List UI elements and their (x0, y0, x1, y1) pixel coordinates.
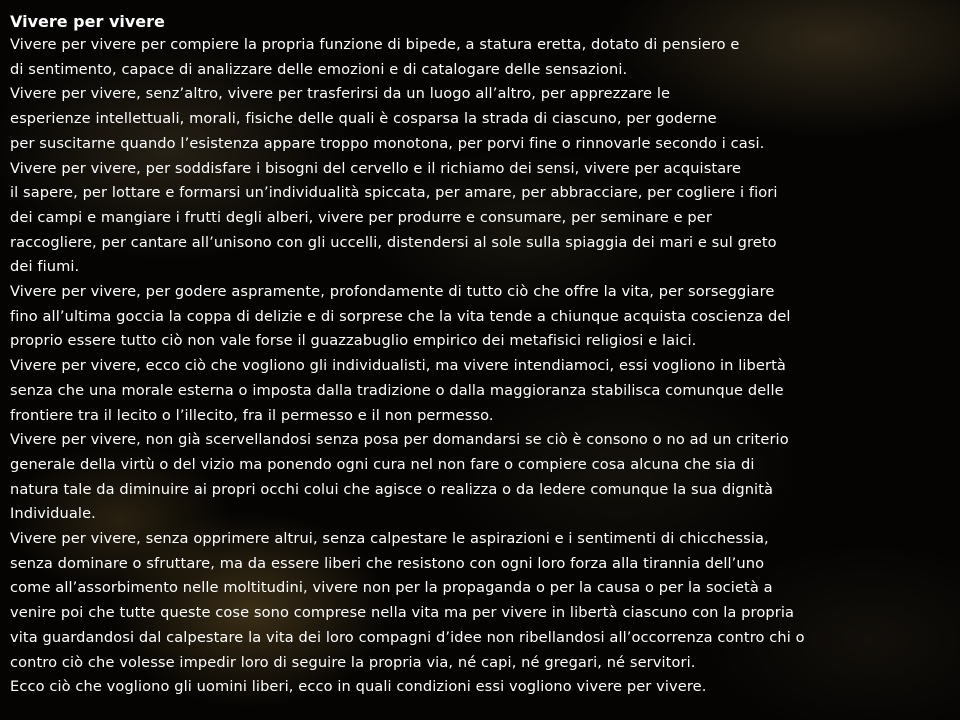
text-line-21: Vivere per vivere, senza opprimere altrui, senza calpestare le aspirazioni e i sentimenti di chicchessia, (10, 530, 769, 548)
text-line-14: Vivere per vivere, ecco ciò che vogliono gli individualisti, ma vivere intendiamoci, essi vogliono in libertà (10, 357, 786, 375)
text-line-24: venire poi che tutte queste cose sono comprese nella vita ma per vivere in libertà ciascuno con la propria (10, 604, 795, 622)
text-line-19: natura tale da diminuire ai propri occhi colui che agisce o realizza o da ledere comunque la sua dignità (10, 480, 774, 498)
text-line-18: generale della virtù o del vizio ma ponendo ogni cura nel non fare o compiere cosa alcuna che sia di (10, 455, 755, 473)
text-line-15: senza che una morale esterna o imposta dalla tradizione o dalla maggioranza stabilisca comunque delle (10, 381, 784, 399)
text-line-8: dei campi e mangiare i frutti degli alberi, vivere per produrre e consumare, per seminare e per (10, 208, 712, 226)
text-line-25: vita guardandosi dal calpestare la vita dei loro compagni d’idee non ribellandosi all’occorrenza contro chi o (10, 628, 805, 646)
text-line-23: come all’assorbimento nelle moltitudini, vivere non per la propaganda o per la causa o per la società a (10, 579, 773, 597)
text-line-27: Ecco ciò che vogliono gli uomini liberi, ecco in quali condizioni essi vogliono vivere per vivere. (10, 678, 707, 696)
text-line-4: esperienze intellettuali, morali, fisiche delle quali è cosparsa la strada di ciascuno, per goderne (10, 110, 717, 128)
text-line-1: Vivere per vivere per compiere la propria funzione di bipede, a statura eretta, dotato di pensiero e (10, 36, 740, 53)
text-line-17: Vivere per vivere, non già scervellandosi senza posa per domandarsi se ciò è consono o no ad un criterio (10, 431, 789, 449)
document-body (10, 11, 955, 700)
text-line-7: il sapere, per lottare e formarsi un’individualità spiccata, per amare, per abbracciare, per cogliere i fiori (10, 184, 778, 202)
text-line-6: Vivere per vivere, per soddisfare i bisogni del cervello e il richiamo dei sensi, vivere per acquistare (10, 159, 742, 177)
text-line-3: Vivere per vivere, senz’altro, vivere per trasferirsi da un luogo all’altro, per apprezzare le (10, 85, 671, 103)
text-line-9: raccogliere, per cantare all’unisono con gli uccelli, distendersi al sole sulla spiaggia dei mari e sul greto (10, 233, 777, 251)
text-line-26: contro ciò che volesse impedir loro di seguire la propria via, né capi, né gregari, né servitori. (10, 653, 696, 671)
text-line-11: Vivere per vivere, per godere aspramente, profondamente di tutto ciò che offre la vita, per sorseggiare (10, 283, 775, 301)
text-line-2: di sentimento, capace di analizzare delle emozioni e di catalogare delle sensazioni. (10, 60, 628, 78)
text-line-20: Individuale. (10, 505, 96, 523)
text-line-22: senza dominare o sfruttare, ma da essere liberi che resistono con ogni loro forza alla tirannia dell’uno (10, 554, 765, 572)
document-title: Vivere per vivere (10, 12, 165, 31)
text-line-16: frontiere tra il lecito o l’illecito, fra il permesso e il non permesso. (10, 406, 494, 424)
text-line-12: fino all’ultima goccia la coppa di delizie e di sorprese che la vita tende a chiunque acquista coscienza del (10, 307, 791, 325)
text-line-5: per suscitarne quando l’esistenza appare troppo monotona, per porvi fine o rinnovarle secondo i casi. (10, 134, 765, 152)
text-line-13: proprio essere tutto ciò non vale forse il guazzabuglio empirico dei metafisici religiosi e laici. (10, 332, 697, 350)
text-line-10: dei fiumi. (10, 258, 80, 276)
